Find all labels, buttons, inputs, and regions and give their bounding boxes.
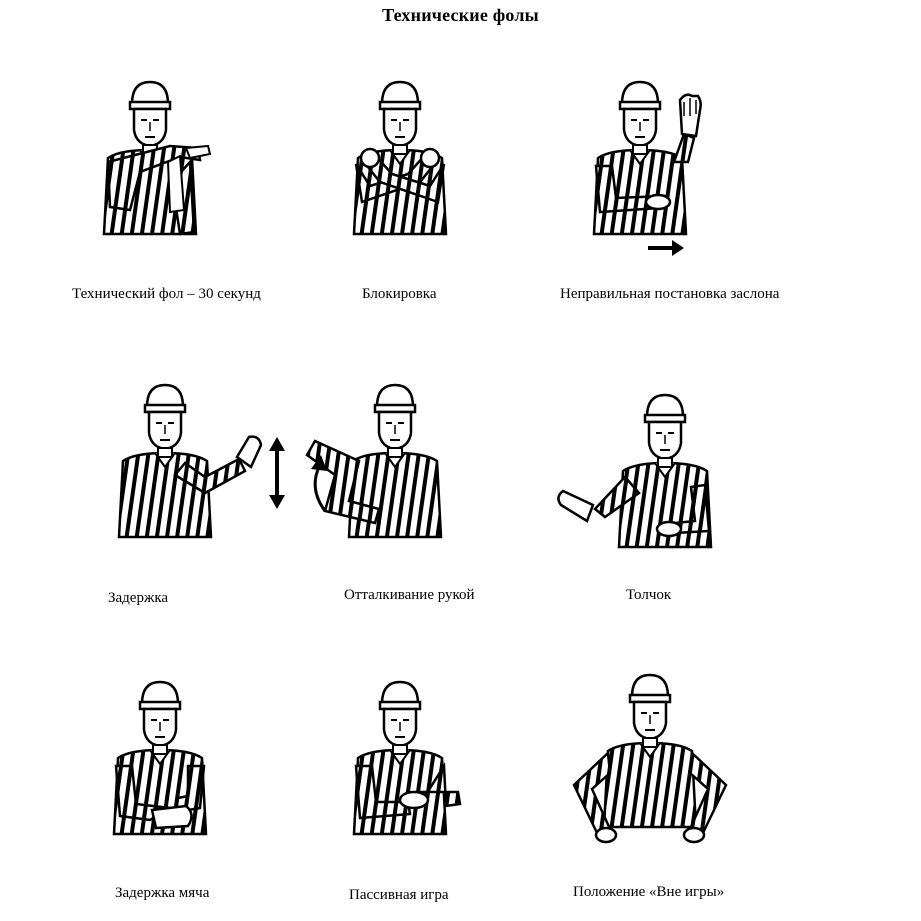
caption-holding: Задержка: [108, 590, 169, 606]
referee-wrist-grip-icon: [105, 375, 275, 575]
referee-figure-illegal-screen: [580, 72, 720, 267]
referee-figure-technical-foul: [90, 72, 210, 267]
caption-passive-play: Пассивная игра: [349, 887, 449, 903]
referee-figure-ball-holding: [100, 672, 220, 862]
referee-figure-pushing-arm: [305, 375, 475, 575]
referee-figure-blocking: [340, 72, 460, 267]
referee-hands-low-icon: [100, 672, 220, 862]
referee-hand-on-shoulder-icon: [90, 72, 210, 267]
referee-figure-offside: [565, 665, 735, 860]
caption-ball-holding: Задержка мяча: [115, 885, 210, 901]
referee-figure-pushing: [555, 385, 735, 575]
referee-raised-hand-icon: [580, 72, 720, 267]
referee-arms-crossed-icon: [340, 72, 460, 267]
caption-offside: Положение «Вне игры»: [573, 884, 725, 900]
referee-figure-passive-play: [340, 672, 470, 862]
caption-blocking: Блокировка: [362, 286, 437, 302]
referee-elbow-swing-icon: [305, 375, 475, 575]
caption-pushing: Толчок: [626, 587, 672, 603]
caption-illegal-screen: Неправильная постановка заслона: [560, 286, 780, 302]
page-title: Технические фолы: [382, 5, 539, 25]
referee-figure-holding: [105, 375, 275, 575]
referee-hands-on-hips-icon: [565, 665, 735, 860]
referee-palms-push-icon: [555, 385, 735, 575]
caption-pushing-arm: Отталкивание рукой: [344, 587, 475, 603]
caption-technical-foul: Технический фол – 30 секунд: [72, 286, 261, 302]
referee-forearms-rolling-icon: [340, 672, 470, 862]
